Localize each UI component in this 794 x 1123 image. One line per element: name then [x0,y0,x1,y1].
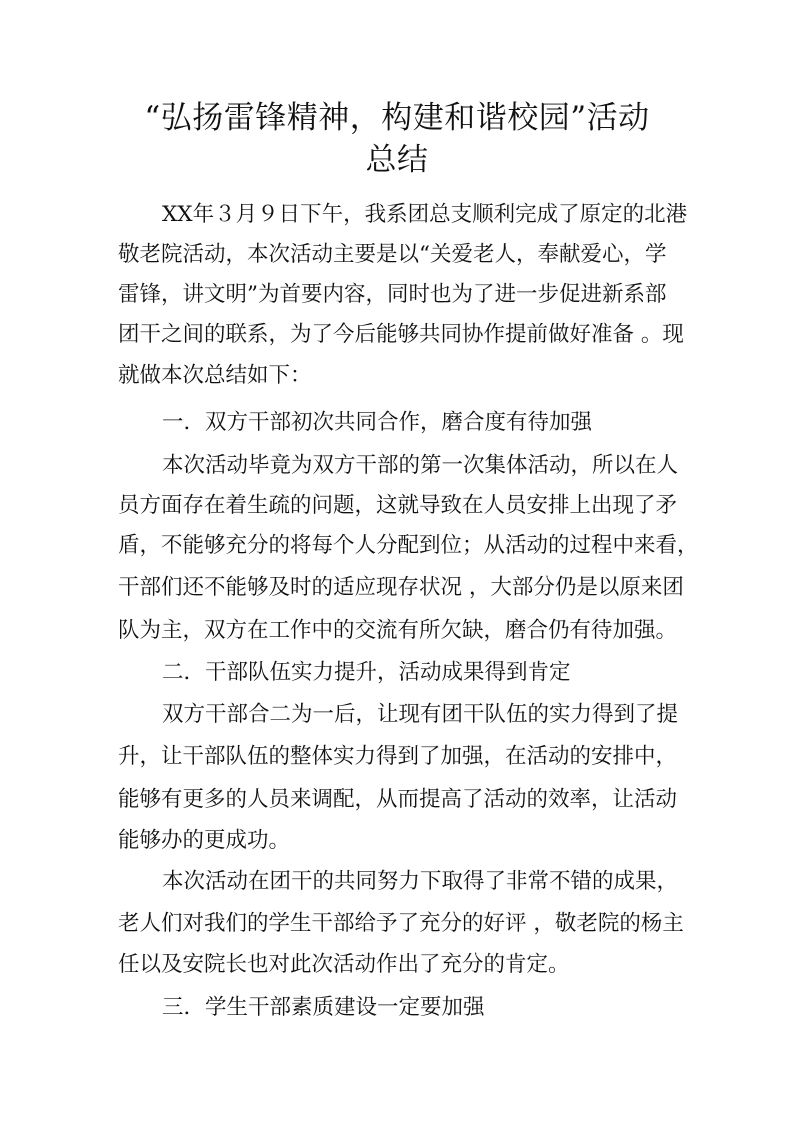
document-title-line-2: 总结 [365,142,429,178]
paragraph-line: 团干之间的联系，为了今后能够共同协作提前做好准备 。现 [118,322,684,347]
paragraph-line: 队为主，双方在工作中的交流有所欠缺，磨合仍有待加强。 [118,618,678,643]
paragraph-line: 能够办的更成功。 [118,828,291,853]
paragraph-line: 老人们对我们的学生干部给予了充分的好评 ，敬老院的杨主 [118,911,684,936]
paragraph-line: 就做本次总结如下： [118,363,312,388]
paragraph-line: 升，让干部队伍的整体实力得到了加强，在活动的安排中， [118,744,678,769]
paragraph-line: 盾，不能够充分的将每个人分配到位；从活动的过程中来看， [118,533,699,558]
section-heading-1: 一．双方干部初次共同合作，磨合度有待加强 [162,410,593,435]
paragraph-line: 能够有更多的人员来调配，从而提高了活动的效率，让活动 [118,787,678,812]
document-title-line-1: “弘扬雷锋精神，构建和谐校园”活动 [144,100,650,136]
paragraph-line: 本次活动在团干的共同努力下取得了非常不错的成果， [162,869,679,894]
paragraph-line: 任以及安院长也对此次活动作出了充分的肯定。 [118,952,570,977]
paragraph-line: 雷锋，讲文明”为首要内容，同时也为了进一步促进新系部 [118,282,667,307]
paragraph-line: 干部们还不能够及时的适应现存状况 ，大部分仍是以原来团 [118,575,684,600]
paragraph-line: 本次活动毕竟为双方干部的第一次集体活动，所以在人 [162,453,679,478]
paragraph-line: 双方干部合二为一后，让现有团干队伍的实力得到了提 [162,702,679,727]
section-heading-3: 三．学生干部素质建设一定要加强 [162,995,485,1020]
section-heading-2: 二．干部队伍实力提升，活动成果得到肯定 [162,660,571,685]
paragraph-line: 员方面存在着生疏的问题，这就导致在人员安排上出现了矛 [118,493,678,518]
paragraph-line: 敬老院活动，本次活动主要是以“关爱老人，奉献爱心，学 [118,242,667,267]
paragraph-line: XX年３月９日下午，我系团总支顺利完成了原定的北港 [162,202,688,227]
